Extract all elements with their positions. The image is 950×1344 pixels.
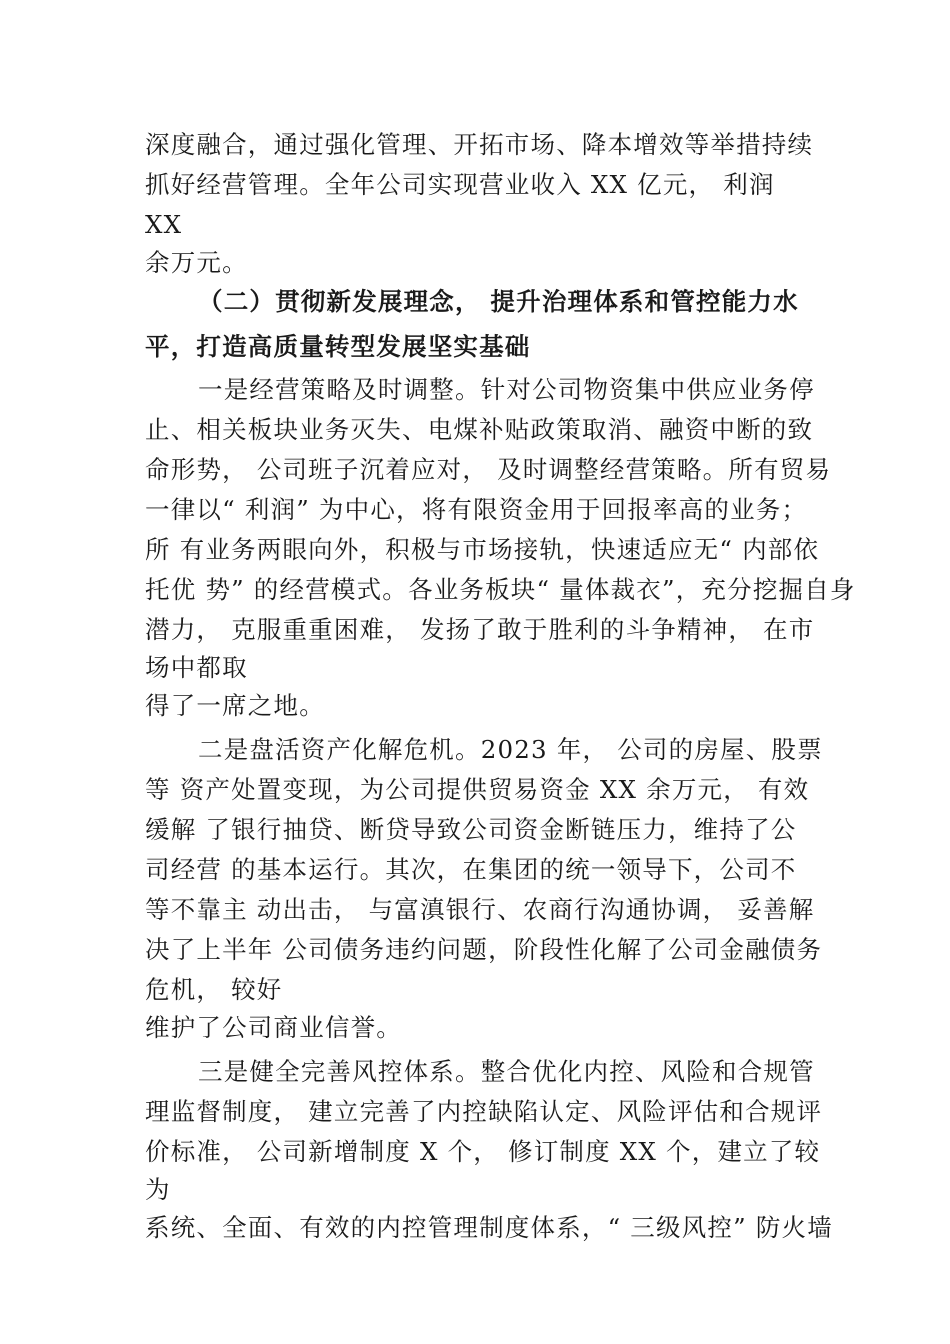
text-line: 余万元。: [145, 248, 248, 277]
text-line: XX: [145, 210, 183, 239]
text-line: 命形势， 公司班子沉着应对， 及时调整经营策略。所有贸易: [145, 455, 832, 484]
text-line: 一是经营策略及时调整。针对公司物资集中供应业务停: [198, 375, 815, 404]
text-line: 理监督制度， 建立完善了内控缺陷认定、风险评估和合规评: [145, 1097, 823, 1126]
text-line: 等不靠主 动出击， 与富滇银行、农商行沟通协调， 妥善解: [145, 895, 815, 924]
text-line: 潜力， 克服重重困难， 发扬了敢于胜利的斗争精神， 在市: [145, 615, 815, 644]
text-line: 危机， 较好: [145, 975, 283, 1004]
text-line: 深度融合，通过强化管理、开拓市场、降本增效等举措持续: [145, 130, 814, 159]
text-line: 止、相关板块业务灭失、电煤补贴政策取消、融资中断的致: [145, 415, 814, 444]
text-line: 维护了公司商业信誉。: [145, 1013, 402, 1042]
text-line: 价标准， 公司新增制度 X 个， 修订制度 XX 个，建立了较: [145, 1137, 821, 1166]
text-line: 等 资产处置变现，为公司提供贸易资金 XX 余万元， 有效: [145, 775, 810, 804]
text-line: 三是健全完善风控体系。整合优化内控、风险和合规管: [198, 1057, 815, 1086]
text-line: 一律以“ 利润” 为中心，将有限资金用于回报率高的业务；: [145, 495, 808, 524]
text-line: 缓解 了银行抽贷、断贷导致公司资金断链压力，维持了公: [145, 815, 797, 844]
text-line: 决了上半年 公司债务违约问题，阶段性化解了公司金融债务: [145, 935, 823, 964]
text-line: 得了一席之地。: [145, 691, 325, 720]
text-line: 场中都取: [145, 653, 248, 682]
text-line: 二是盘活资产化解危机。2023 年， 公司的房屋、股票: [198, 735, 823, 764]
text-line: 托优 势” 的经营模式。各业务板块“ 量体裁衣”，充分挖掘自身: [145, 575, 856, 604]
section-heading: （二）贯彻新发展理念， 提升治理体系和管控能力水: [198, 287, 799, 316]
section-heading: 平，打造高质量转型发展坚实基础: [145, 332, 531, 361]
text-line: 为: [145, 1175, 171, 1204]
text-line: 所 有业务两眼向外，积极与市场接轨，快速适应无“ 内部依: [145, 535, 820, 564]
text-line: 抓好经营管理。全年公司实现营业收入 XX 亿元， 利润: [145, 170, 775, 199]
text-line: 系统、全面、有效的内控管理制度体系，“ 三级风控” 防火墙: [145, 1213, 833, 1242]
text-line: 司经营 的基本运行。其次，在集团的统一领导下，公司不: [145, 855, 797, 884]
